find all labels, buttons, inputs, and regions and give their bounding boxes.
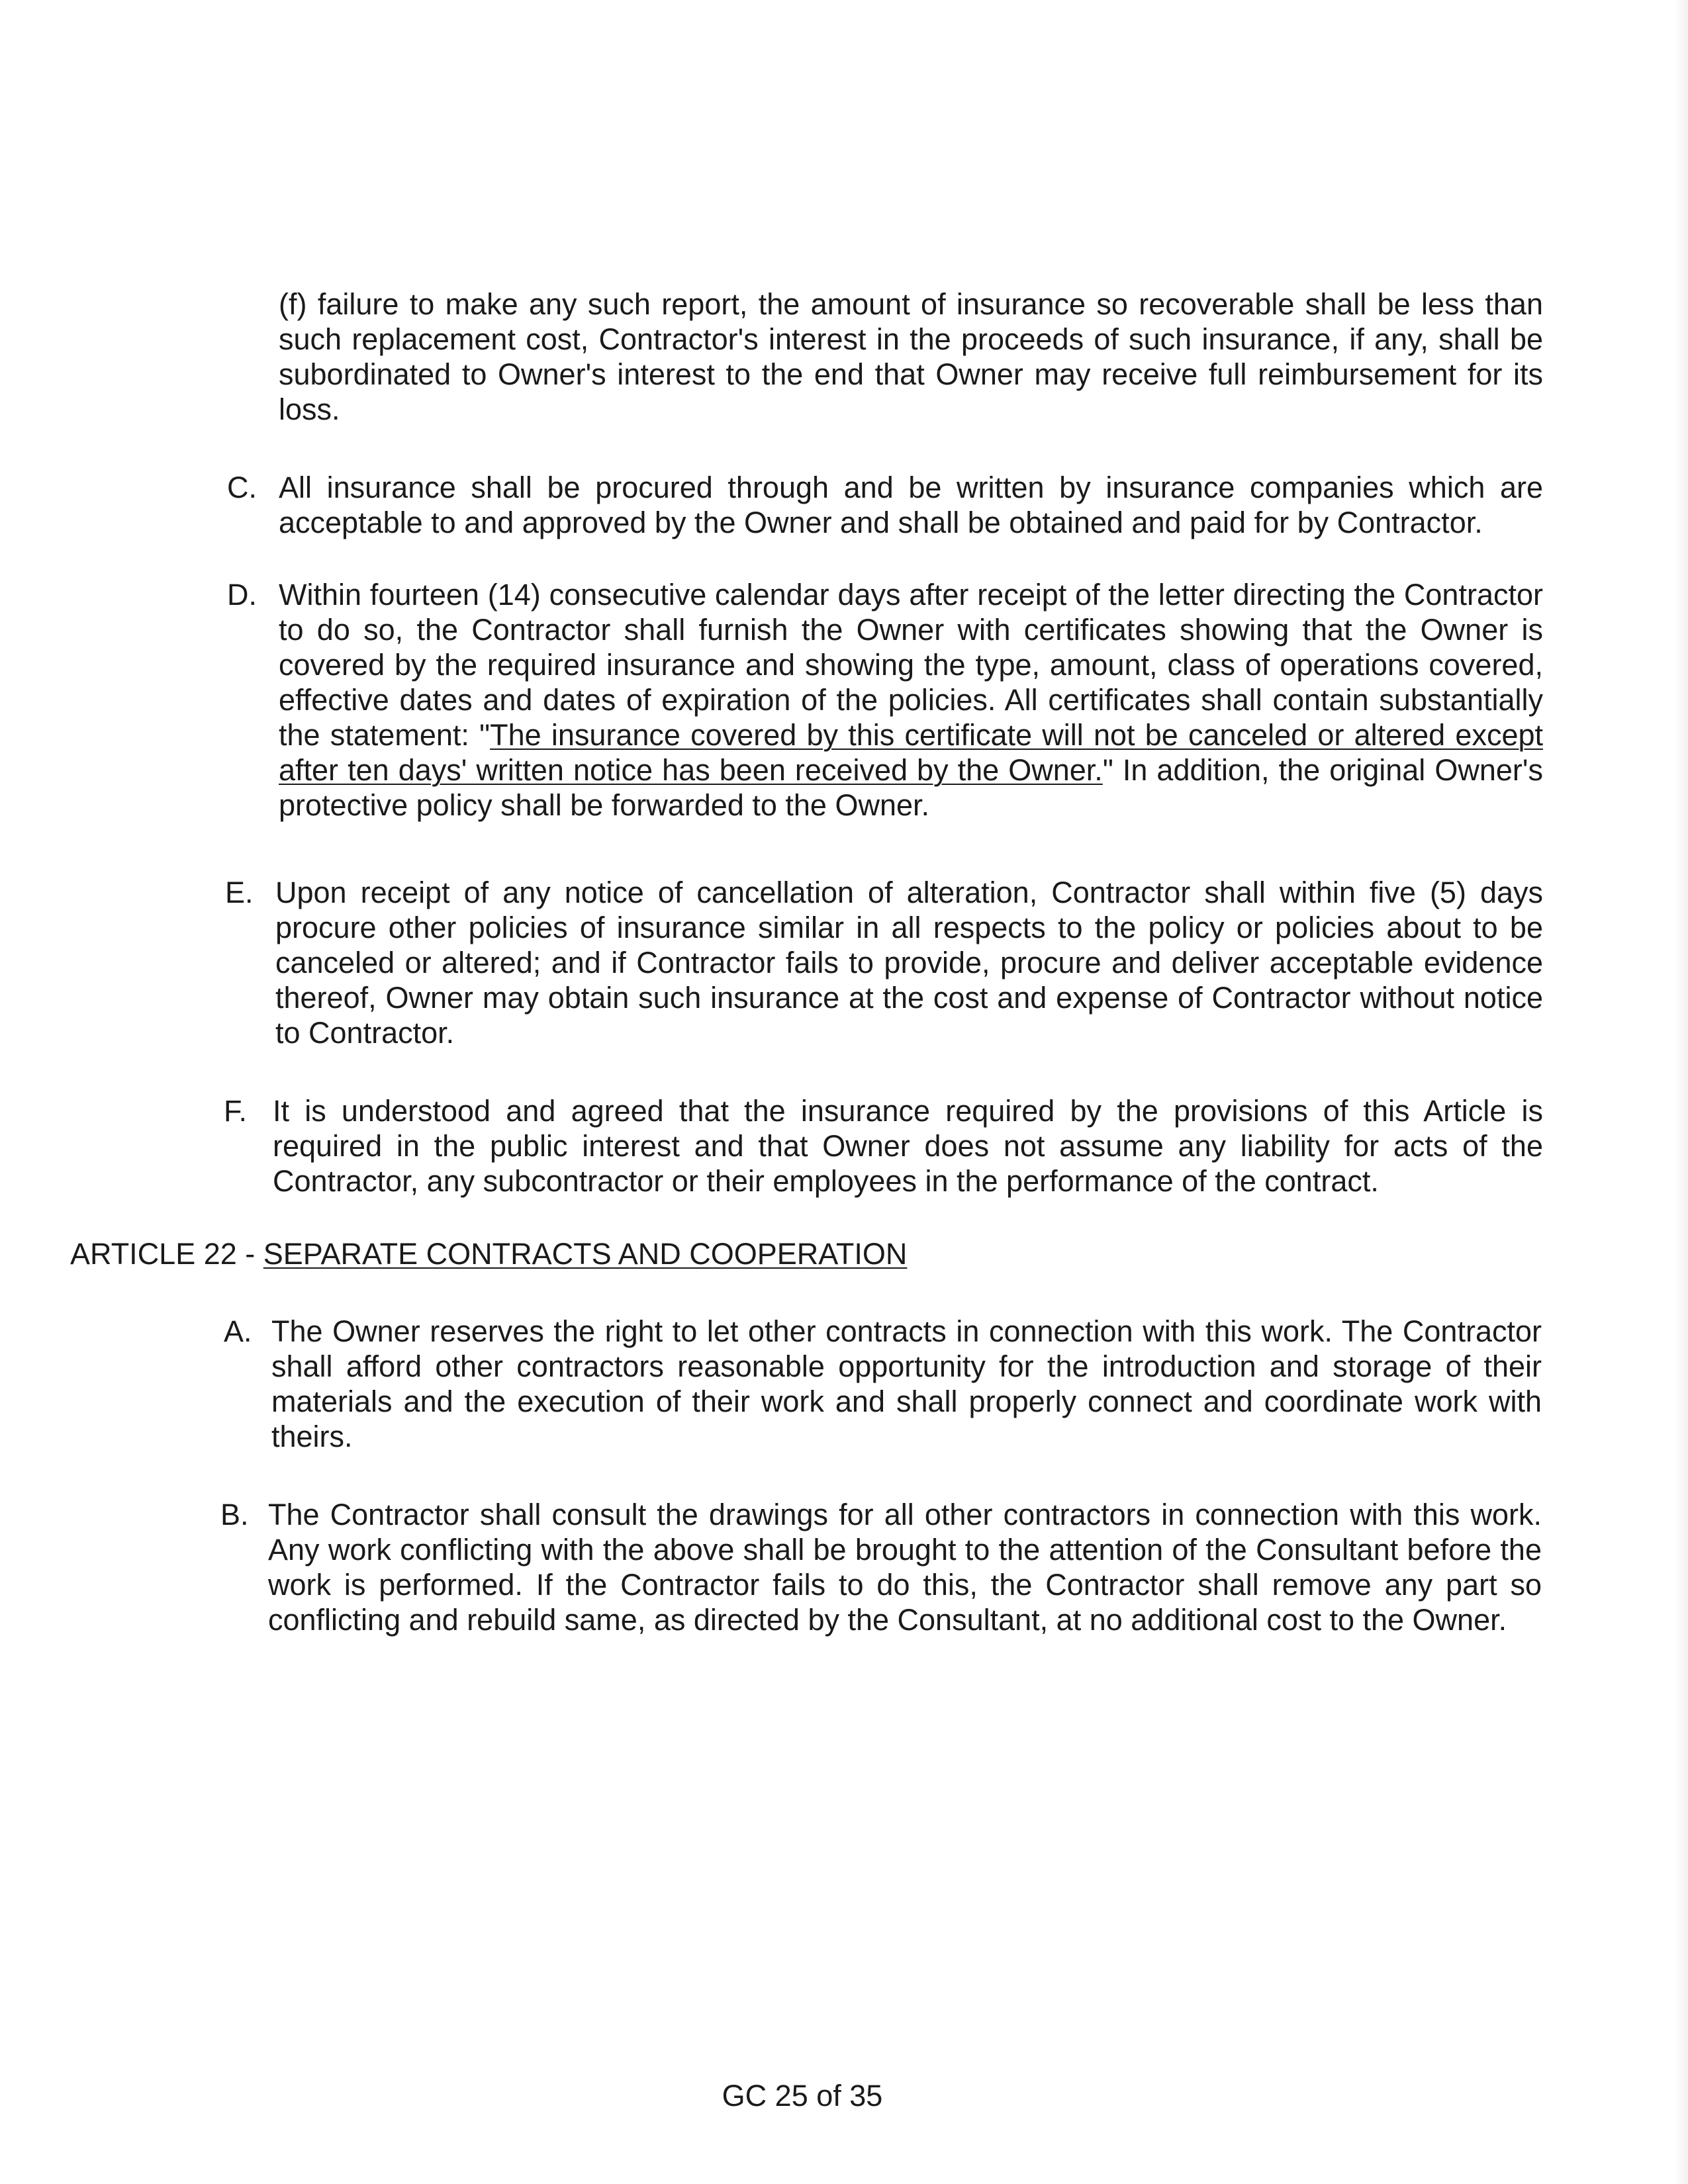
- item-22-b-label: B.: [220, 1498, 249, 1531]
- item-d-text-after: " In addition, the original Owner's protective policy shall be forwarded to the Owner.: [279, 753, 1543, 822]
- item-22-a: [224, 1314, 1542, 1454]
- item-c: [227, 470, 1543, 540]
- item-c-label: C.: [227, 471, 257, 504]
- item-e: [225, 875, 1543, 1050]
- item-22-a-text: The Owner reserves the right to let other contracts in connection with this work. The Contractor shall afford other contractors reasonable opportunity for the introduction and storage of their materials and the execution of their work and shall properly connect and coordinate work with theirs.: [271, 1314, 1542, 1453]
- item-22-a-label: A.: [224, 1314, 252, 1348]
- paragraph-f: [279, 287, 1543, 427]
- item-f: [224, 1093, 1543, 1199]
- paragraph-f-text: (f) failure to make any such report, the amount of insurance so recoverable shall be less than such replacement cost, Contractor's interest in the proceeds of such insurance, if any, shall be subordinated to Owner's interest to the end that Owner may receive full reimbursement for its loss.: [279, 287, 1543, 426]
- item-e-text: Upon receipt of any notice of cancellation of alteration, Contractor shall within five (5) days procure other policies of insurance similar in all respects to the policy or policies about to be canceled or altered; and if Contractor fails to provide, procure and deliver acceptable evidence thereof, Owner may obtain such insurance at the cost and expense of Contractor without notice to Contractor.: [275, 876, 1543, 1050]
- article-22-prefix: ARTICLE 22 -: [70, 1237, 263, 1271]
- item-d-label: D.: [227, 578, 257, 612]
- article-22-heading: [70, 1236, 907, 1271]
- item-d-text-before: Within fourteen (14) consecutive calendar days after receipt of the letter directing the Contractor to do so, the Contractor shall furnish the Owner with certificates showing that the Owner is covered by the required insurance and showing the type, amount, class of operations covered, effective dates and dates of expiration of the policies. All certificates shall contain substantially the statement: ": [279, 578, 1543, 752]
- item-f-text: It is understood and agreed that the insurance required by the provisions of this Article is required in the public interest and that Owner does not assume any liability for acts of the Contractor, any subcontractor or their employees in the performance of the contract.: [273, 1094, 1543, 1198]
- item-e-label: E.: [225, 876, 254, 909]
- item-f-label: F.: [224, 1094, 248, 1128]
- item-22-b: [220, 1497, 1542, 1637]
- article-22-title: SEPARATE CONTRACTS AND COOPERATION: [263, 1237, 908, 1271]
- item-c-text: All insurance shall be procured through and be written by insurance companies which are acceptable to and approved by the Owner and shall be obtained and paid for by Contractor.: [279, 471, 1543, 539]
- page-number-footer: GC 25 of 35: [722, 2079, 883, 2113]
- item-d: [227, 577, 1543, 823]
- item-22-b-text: The Contractor shall consult the drawings for all other contractors in connection with this work. Any work conflicting with the above shall be brought to the attention of the Consultant before the work is performed. If the Contractor fails to do this, the Contractor shall remove any part so conflicting and rebuild same, as directed by the Consultant, at no additional cost to the Owner.: [268, 1498, 1542, 1637]
- scan-page-edge: [1675, 0, 1688, 2184]
- insurance-certificate-statement: The insurance covered by this certificate will not be canceled or altered except after ten days' written notice has been received by the Owner.: [279, 718, 1543, 787]
